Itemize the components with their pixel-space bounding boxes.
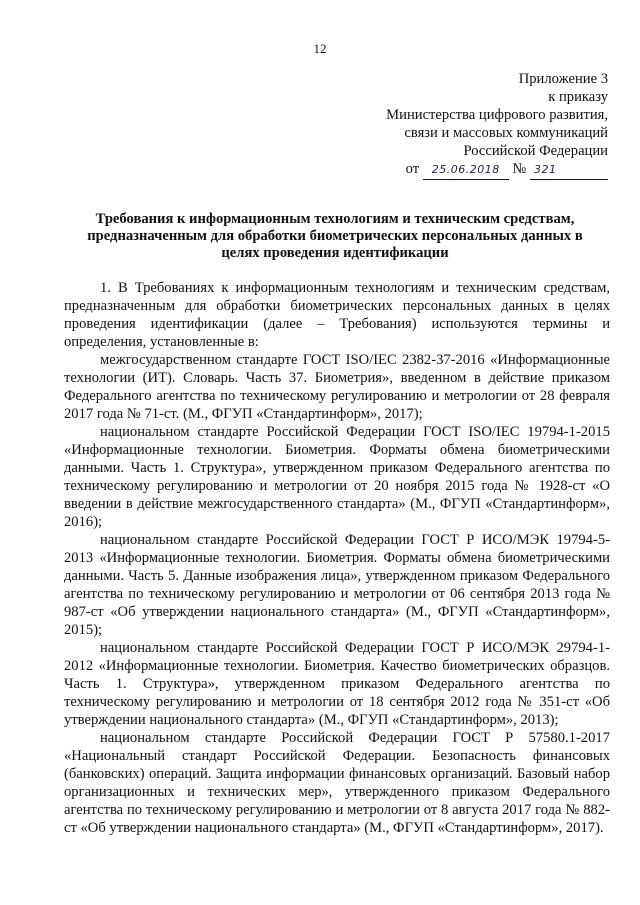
approval-line: к приказу — [548, 89, 608, 105]
order-number-label: № — [512, 161, 527, 177]
body-paragraph: 1. В Требованиях к информационным технологиям и техническим средствам, предназначенным для обработки биометрических персональных данных в целях проведения идентификации (далее – Требования) используются термины и определения, установленные в: — [64, 280, 610, 350]
order-number-handwritten: 321 — [530, 161, 608, 180]
approval-block — [278, 70, 608, 180]
order-date-handwritten: 25.06.2018 — [423, 161, 509, 180]
order-prefix: от — [405, 161, 420, 177]
approval-line: связи и массовых коммуникаций — [404, 125, 608, 141]
body-paragraph: национальном стандарте Российской Федерации ГОСТ ISO/IEC 19794-1-2015 «Информационные технологии. Биометрия. Форматы обмена биометрическими данными. Часть 1. Структура», утвержденном приказом Федерального агентства по техническому регулированию и метрологии от 20 ноября 2015 года № 1928-ст «О введении в действие межгосударственного стандарта» (М., ФГУП «Стандартинформ», 2016); — [64, 424, 610, 530]
body-paragraph: национальном стандарте Российской Федерации ГОСТ Р 57580.1-2017 «Национальный стандарт Российской Федерации. Безопасность финансовых (банковских) операций. Защита информации финансовых организаций. Базовый набор организационных и технических мер», утвержденного приказом Федерального агентства по техническому регулированию и метрологии от 8 августа 2017 года № 882-ст «Об утверждении национального стандарта» (М., ФГУП «Стандартинформ», 2017). — [64, 730, 610, 836]
page-number: 12 — [313, 41, 327, 56]
body-paragraph: национальном стандарте Российской Федерации ГОСТ Р ИСО/МЭК 19794-5-2013 «Информационные технологии. Биометрия. Форматы обмена биометрическими данными. Часть 5. Данные изображения лица», утвержденном приказом Федерального агентства по техническому регулированию и метрологии от 06 сентября 2013 года № 987-ст «Об утверждении национального стандарта» (М., ФГУП «Стандартинформ», 2015); — [64, 532, 610, 638]
approval-line: Приложение 3 — [518, 71, 608, 87]
approval-line: Российской Федерации — [463, 143, 608, 159]
document-title: Требования к информационным технологиям и техническим средствам, предназначенным для обработки биометрических персональных данных в целях проведения идентификации — [87, 211, 583, 261]
order-line — [278, 160, 608, 180]
body-paragraph: национальном стандарте Российской Федерации ГОСТ Р ИСО/МЭК 29794-1-2012 «Информационные технологии. Биометрия. Качество биометрических образцов. Часть 1. Структура», утвержденном приказом Федерального агентства по техническому регулированию и метрологии от 18 сентября 2012 года № 351-ст «Об утверждении национального стандарта» (М., ФГУП «Стандартинформ», 2013); — [64, 640, 610, 728]
body-paragraph: межгосударственном стандарте ГОСТ ISO/IEC 2382-37-2016 «Информационные технологии (ИТ). Словарь. Часть 37. Биометрия», введенном в действие приказом Федерального агентства по техническому регулированию и метрологии от 28 февраля 2017 года № 71-ст. (М., ФГУП «Стандартинформ», 2017); — [64, 352, 610, 422]
approval-line: Министерства цифрового развития, — [386, 107, 608, 123]
document-body — [64, 279, 610, 837]
